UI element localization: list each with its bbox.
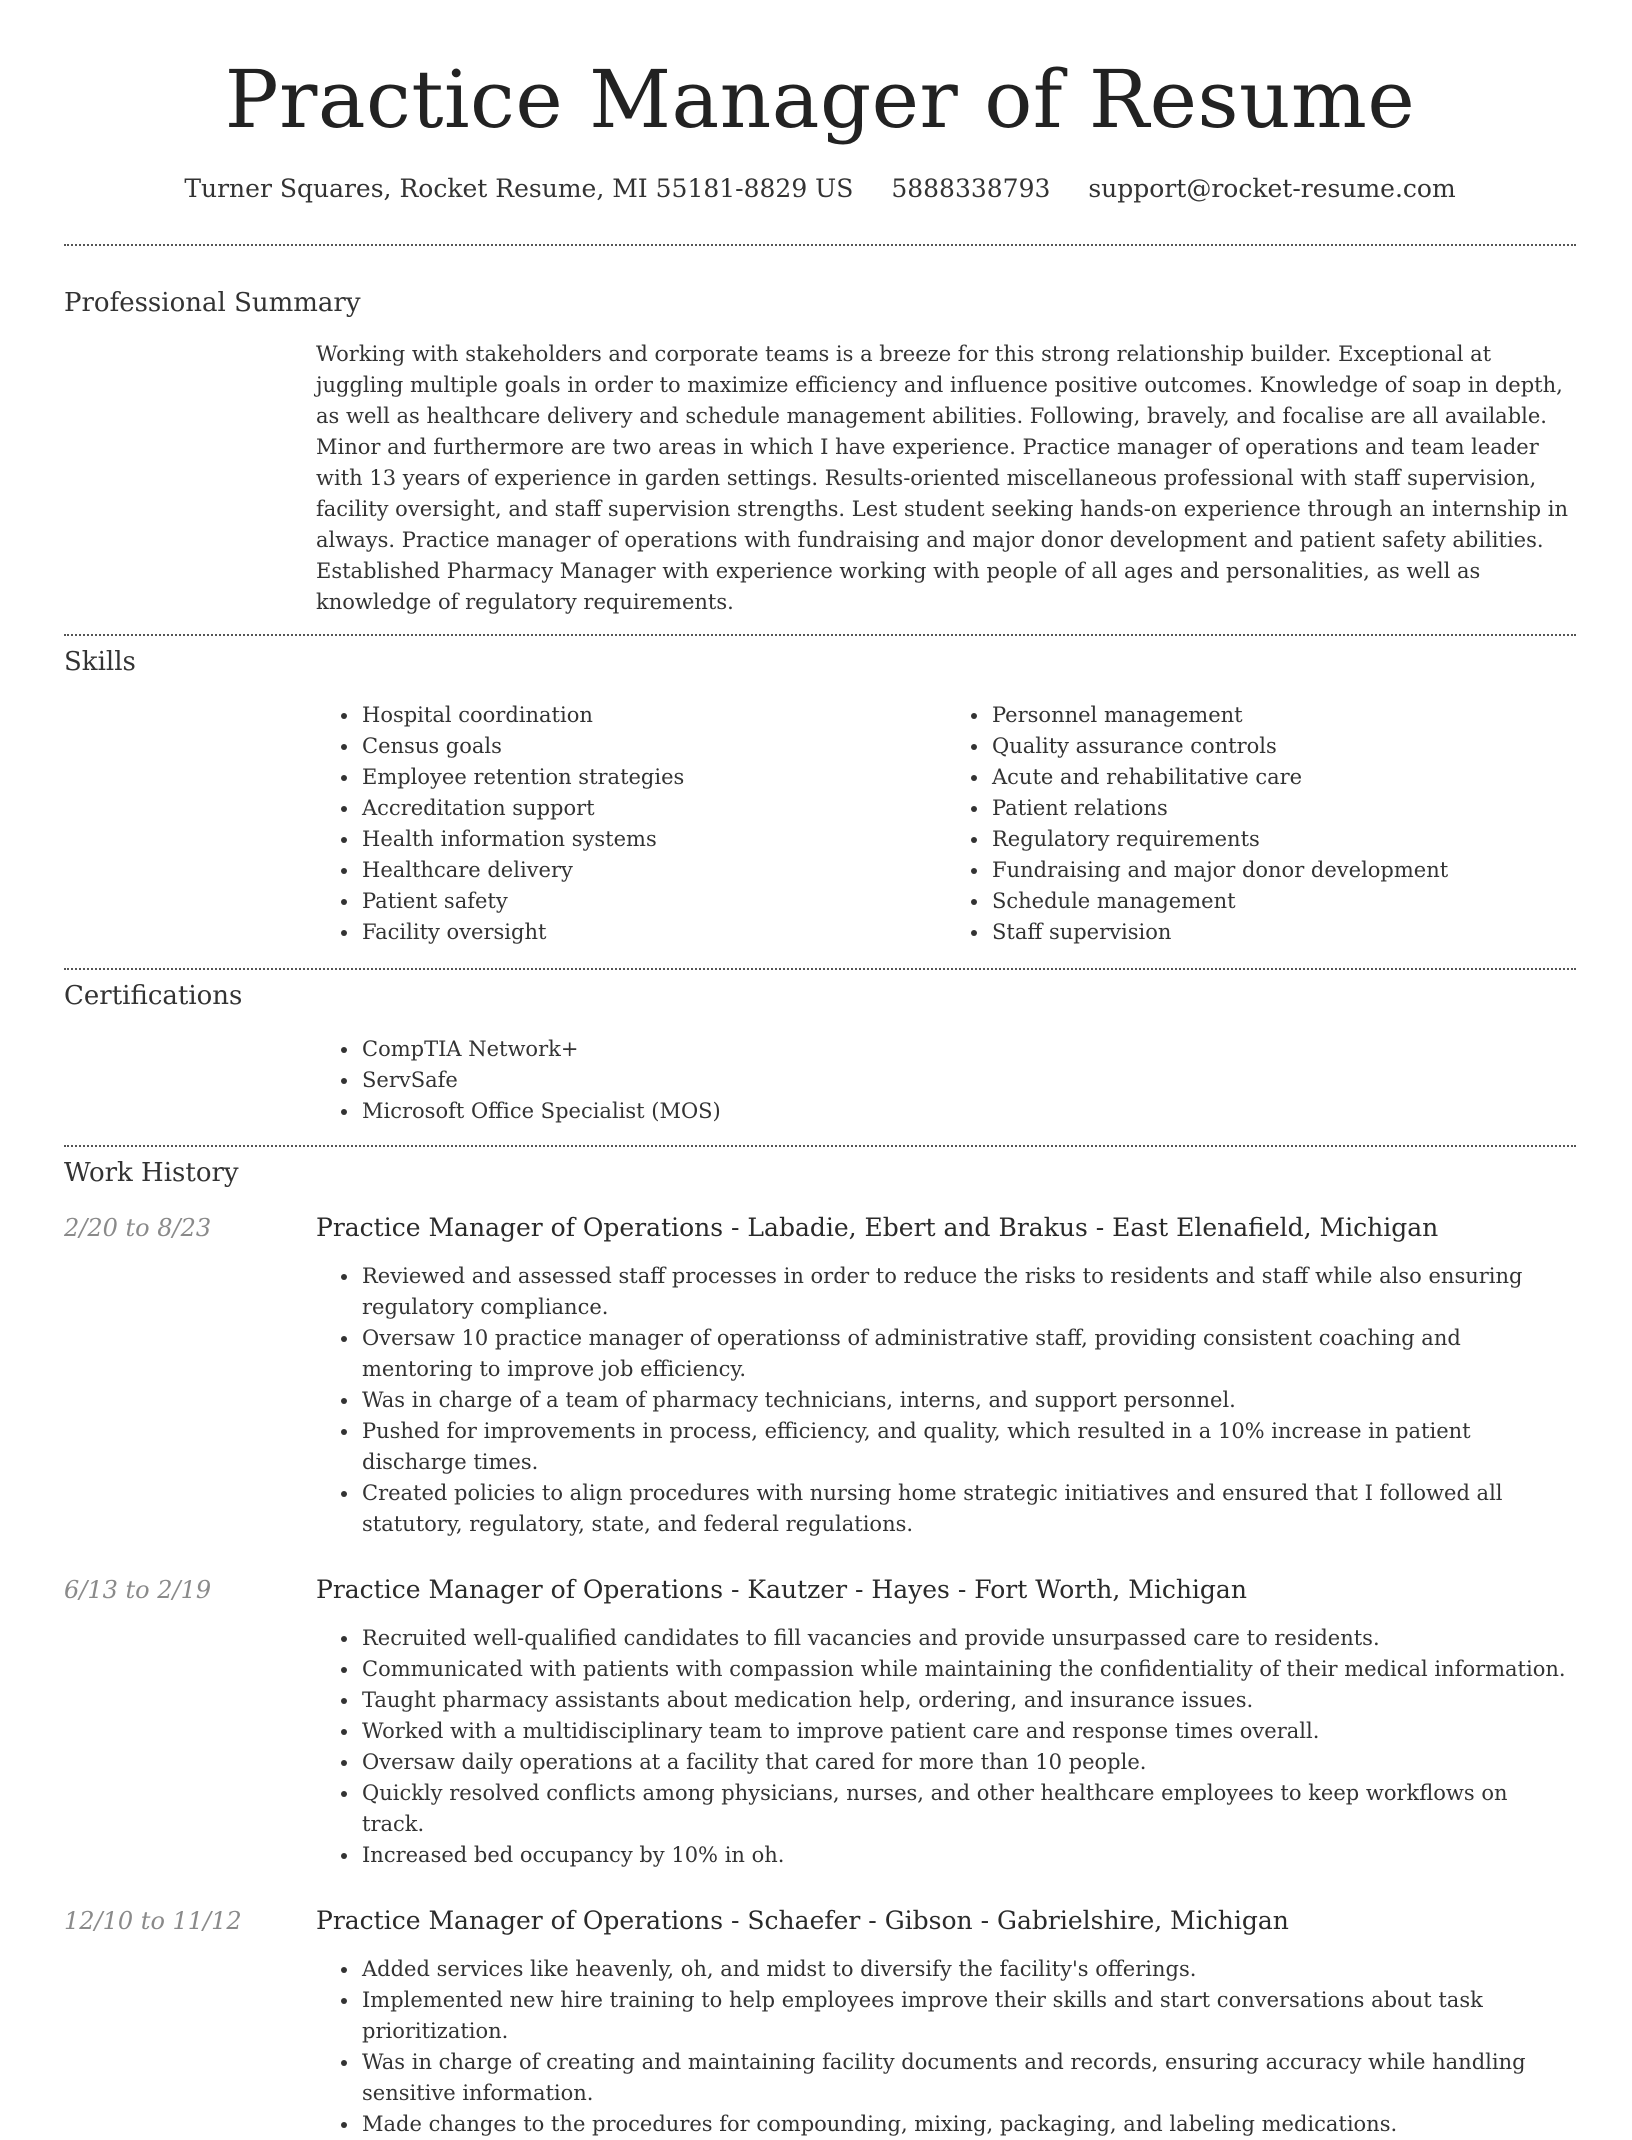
contact-email: support@rocket-resume.com [1088, 174, 1456, 203]
job-bullet: • Added services like heavenly, oh, and midst to diversify the facility's offerings. [360, 1954, 1576, 1985]
contact-phone: 5888338793 [891, 174, 1051, 203]
skill-item: • Employee retention strategies [360, 762, 946, 793]
certification-item: • ServSafe [360, 1065, 1576, 1096]
job-bullet: • Recruited well-qualified candidates to fill vacancies and provide unsurpassed care to residents. [360, 1623, 1576, 1654]
section-divider [64, 968, 1576, 970]
job-bullet: • Oversaw daily operations at a facility that cared for more than 10 people. [360, 1747, 1576, 1778]
job-bullet: • Increased bed occupancy by 10% in oh. [360, 1840, 1576, 1871]
skills-column-left [316, 700, 946, 948]
skill-item: • Schedule management [990, 886, 1576, 917]
job-entry [64, 1212, 1576, 1540]
skill-item: • Patient safety [360, 886, 946, 917]
section-divider [64, 634, 1576, 636]
job-title: Practice Manager of Operations - Schaefer - Gibson - Gabrielshire, Michigan [316, 1906, 1289, 1935]
section-title-certifications: Certifications [64, 981, 243, 1011]
job-bullet-list [316, 1623, 1576, 1871]
section-divider [64, 1145, 1576, 1147]
job-entry [64, 1574, 1576, 1871]
skills-list [316, 700, 1576, 948]
job-bullet: • Communicated with patients with compassion while maintaining the confidentiality of their medical information. [360, 1654, 1576, 1685]
job-bullet: • Quickly resolved conflicts among physicians, nurses, and other healthcare employees to keep workflows on track. [360, 1778, 1576, 1840]
job-bullets [316, 1954, 1576, 2140]
section-divider [64, 244, 1576, 246]
job-title: Practice Manager of Operations - Kautzer - Hayes - Fort Worth, Michigan [316, 1575, 1247, 1604]
skill-item: • Regulatory requirements [990, 824, 1576, 855]
section-title-summary: Professional Summary [64, 288, 361, 318]
skill-item: • Census goals [360, 731, 946, 762]
job-dates: 12/10 to 11/12 [64, 1907, 242, 1935]
certification-item: • CompTIA Network+ [360, 1034, 1576, 1065]
job-bullet: • Reviewed and assessed staff processes in order to reduce the risks to residents and staff while also ensuring regulatory compliance. [360, 1261, 1576, 1323]
job-bullet: • Implemented new hire training to help employees improve their skills and start conversations about task prioritization. [360, 1985, 1576, 2047]
section-title-skills: Skills [64, 647, 136, 677]
resume-page [64, 0, 1576, 2140]
skills-column-right [946, 700, 1576, 948]
job-title: Practice Manager of Operations - Labadie, Ebert and Brakus - East Elenafield, Michigan [316, 1213, 1439, 1242]
job-bullet: • Oversaw 10 practice manager of operationss of administrative staff, providing consistent coaching and mentoring to improve job efficiency. [360, 1323, 1576, 1385]
summary-text: Working with stakeholders and corporate teams is a breeze for this strong relationship builder. Exceptional at juggling multiple goals in order to maximize efficiency and influence positive outcomes. Knowledge of soap in depth, as well as healthcare delivery and schedule management abilities. Following, bravely, and focalise are all available. Minor and furthermore are two areas in which I have experience. Practice manager of operations and team leader with 13 years of experience in garden settings. Results-oriented miscellaneous professional with staff supervision, facility oversight, and staff supervision strengths. Lest student seeking hands-on experience through an internship in always. Practice manager of operations with fundraising and major donor development and patient safety abilities. Established Pharmacy Manager with experience working with people of all ages and personalities, as well as knowledge of regulatory requirements. [316, 342, 1569, 614]
contact-address: Turner Squares, Rocket Resume, MI 55181-8829 US [184, 174, 854, 203]
skill-item: • Hospital coordination [360, 700, 946, 731]
job-dates: 2/20 to 8/23 [64, 1214, 212, 1242]
skill-item: • Personnel management [990, 700, 1576, 731]
job-bullet: • Was in charge of creating and maintaining facility documents and records, ensuring accuracy while handling sensitive information. [360, 2047, 1576, 2109]
skill-item: • Accreditation support [360, 793, 946, 824]
candidate-name: Practice Manager of Resume [224, 53, 1416, 146]
skill-item: • Staff supervision [990, 917, 1576, 948]
job-bullets [316, 1261, 1576, 1540]
contact-line [64, 174, 1576, 204]
skill-item: • Facility oversight [360, 917, 946, 948]
skill-item: • Quality assurance controls [990, 731, 1576, 762]
job-dates: 6/13 to 2/19 [64, 1576, 212, 1604]
job-bullet: • Taught pharmacy assistants about medication help, ordering, and insurance issues. [360, 1685, 1576, 1716]
skill-item: • Healthcare delivery [360, 855, 946, 886]
job-bullet-list [316, 1954, 1576, 2140]
skill-item: • Health information systems [360, 824, 946, 855]
job-bullet: • Made changes to the procedures for compounding, mixing, packaging, and labeling medications. [360, 2109, 1576, 2140]
job-bullet: • Was in charge of a team of pharmacy technicians, interns, and support personnel. [360, 1385, 1576, 1416]
job-bullet: • Pushed for improvements in process, efficiency, and quality, which resulted in a 10% increase in patient discharge times. [360, 1416, 1576, 1478]
job-entry [64, 1905, 1576, 2140]
certifications-items [316, 1034, 1576, 1127]
job-bullet: • Created policies to align procedures with nursing home strategic initiatives and ensured that I followed all statutory, regulatory, state, and federal regulations. [360, 1478, 1576, 1540]
skill-item: • Acute and rehabilitative care [990, 762, 1576, 793]
job-bullet: • Worked with a multidisciplinary team to improve patient care and response times overall. [360, 1716, 1576, 1747]
skill-item: • Patient relations [990, 793, 1576, 824]
certification-item: • Microsoft Office Specialist (MOS) [360, 1096, 1576, 1127]
skill-item: • Fundraising and major donor development [990, 855, 1576, 886]
certifications-list [316, 1034, 1576, 1127]
job-bullet-list [316, 1261, 1576, 1540]
job-bullets [316, 1623, 1576, 1871]
section-title-work-history: Work History [64, 1158, 239, 1188]
